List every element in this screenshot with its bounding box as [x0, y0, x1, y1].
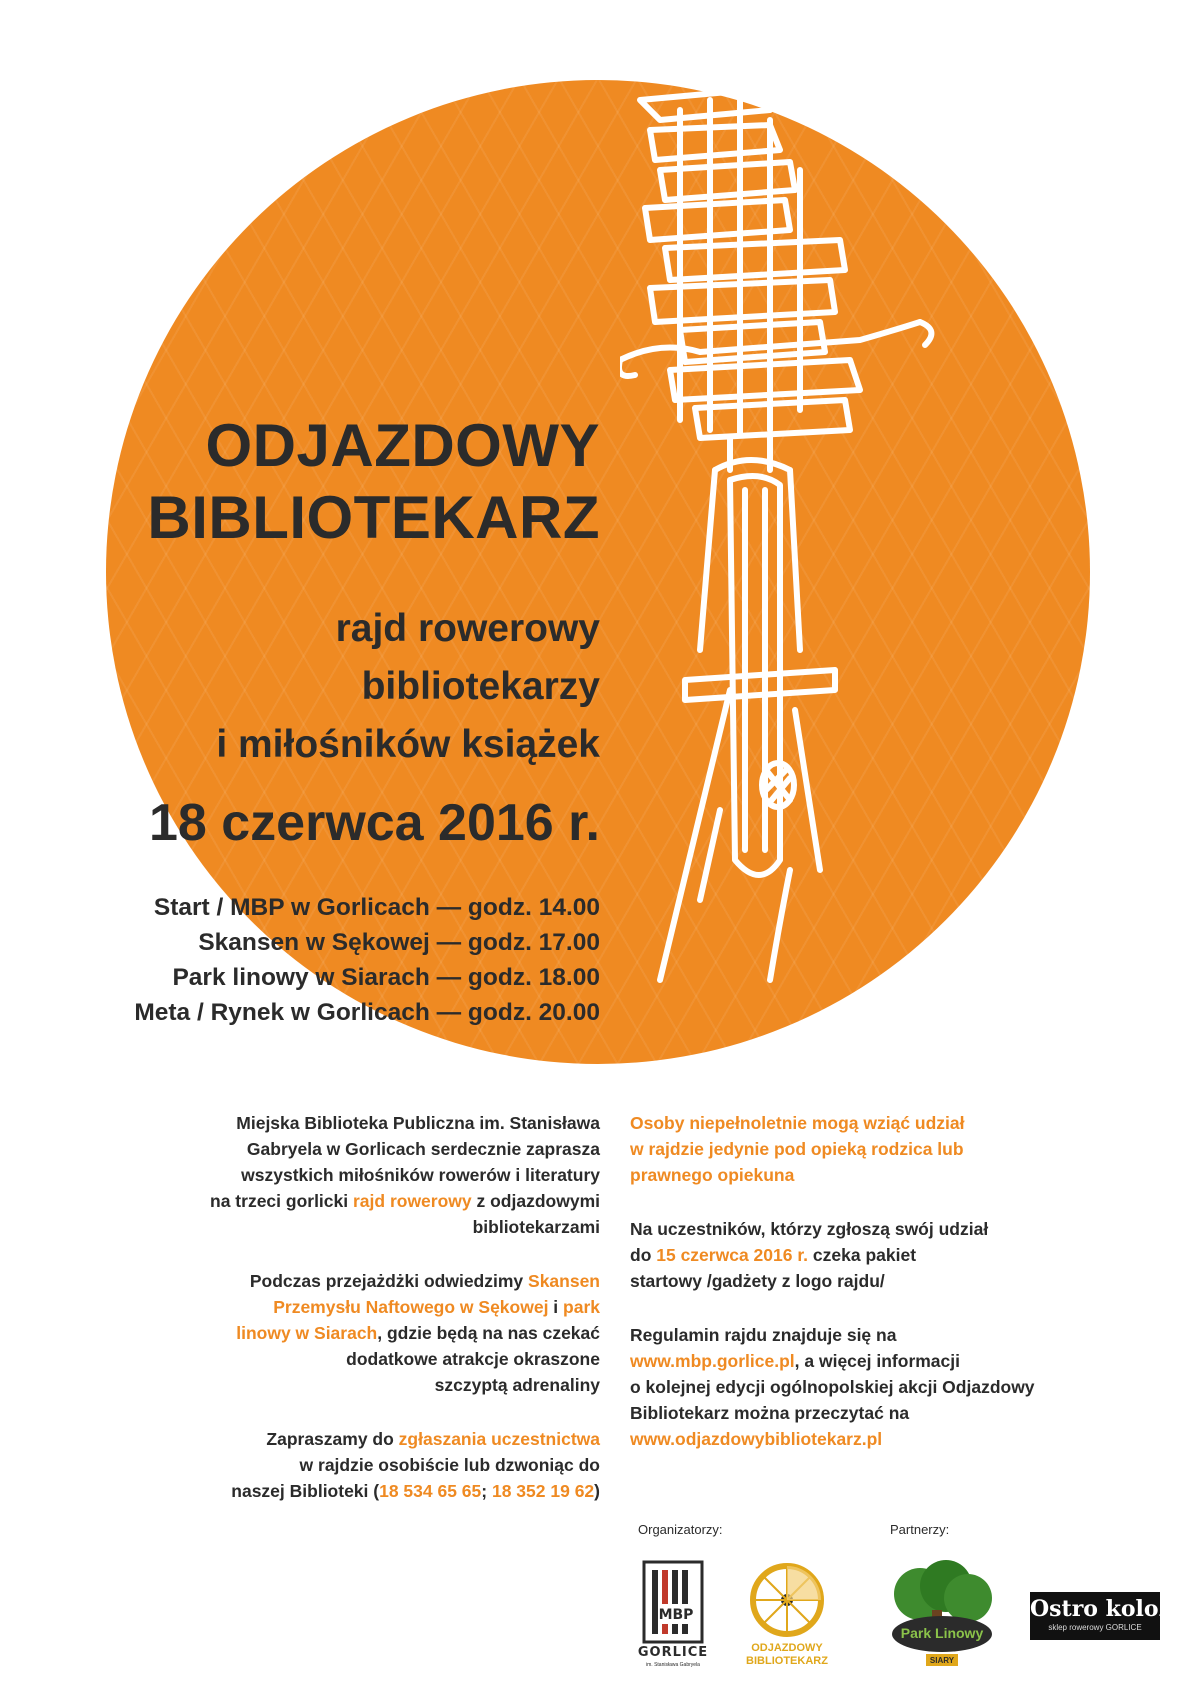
- text-segment: Podczas przejażdżki odwiedzimy: [249, 1271, 529, 1291]
- text-segment: do: [630, 1245, 657, 1265]
- event-date: 18 czerwca 2016 r.: [148, 794, 600, 852]
- text-line: Osoby niepełnoletnie mogą wziąć udział: [630, 1113, 965, 1133]
- text-segment: ): [594, 1481, 600, 1501]
- schedule-item: Park linowy w Siarach — godz. 18.00: [172, 964, 600, 991]
- text-line: szczyptą adrenaliny: [434, 1375, 600, 1395]
- text-line: o kolejnej edycji ogólnopolskiej akcji Odjazdowy: [630, 1377, 1035, 1397]
- route-paragraph: [130, 1268, 600, 1398]
- schedule-item: Skansen w Sękowej — godz. 17.00: [198, 929, 600, 956]
- text-line: Gabryela w Gorlicach serdecznie zaprasza: [246, 1139, 600, 1159]
- text-segment: naszej Biblioteki (: [231, 1481, 380, 1501]
- highlight-text: park: [563, 1297, 600, 1317]
- text-line: [130, 1320, 600, 1346]
- right-info-column: [630, 1110, 1100, 1480]
- event-title: [147, 410, 600, 554]
- text-line: [630, 1242, 1100, 1268]
- ostro-kolo-logo: [1030, 1592, 1196, 1640]
- minors-notice-paragraph: [630, 1110, 1100, 1188]
- text-line: [130, 1188, 600, 1214]
- text-segment: czeka pakiet: [808, 1245, 917, 1265]
- phone-number[interactable]: 18 352 19 62: [491, 1481, 595, 1501]
- title-line-1: ODJAZDOWY: [205, 412, 600, 479]
- event-schedule: [134, 890, 600, 1030]
- schedule-item: Meta / Rynek w Gorlicach — godz. 20.00: [134, 999, 600, 1026]
- text-line: w rajdzie osobiście lub dzwoniąc do: [299, 1455, 600, 1475]
- park-linowy-logo: [890, 1560, 994, 1670]
- subtitle-line-3: i miłośników książek: [216, 723, 600, 766]
- odjazdowy-logo-text: [740, 1642, 834, 1668]
- mbp-logo-city: GORLICE: [638, 1645, 708, 1660]
- organizers-label: Organizatorzy:: [638, 1522, 723, 1537]
- event-subtitle: [216, 600, 600, 774]
- ostro-logo-name: Ostro kolo: [1030, 1596, 1159, 1622]
- bicycle-with-books-illustration: [620, 90, 1040, 1010]
- ostro-logo-text: [1030, 1596, 1196, 1622]
- highlight-text: linowy w Siarach: [236, 1323, 378, 1343]
- park-logo-text: Park Linowy: [900, 1625, 984, 1641]
- highlight-text: Skansen: [528, 1271, 600, 1291]
- text-segment: i: [548, 1297, 564, 1317]
- mbp-gorlice-logo: [638, 1560, 708, 1670]
- text-line: [630, 1426, 1100, 1452]
- subtitle-line-1: rajd rowerowy: [335, 607, 600, 650]
- subtitle-line-2: bibliotekarzy: [361, 665, 600, 708]
- registration-paragraph: [130, 1426, 600, 1504]
- text-line: Miejska Biblioteka Publiczna im. Stanisława: [236, 1113, 600, 1133]
- odjazdowy-bibliotekarz-logo: [740, 1560, 834, 1670]
- text-line: Na uczestników, którzy zgłoszą swój udział: [630, 1219, 989, 1239]
- odj-logo-line: BIBLIOTEKARZ: [746, 1655, 828, 1667]
- ostro-logo-domain: .com.pl: [1158, 1609, 1196, 1619]
- park-logo-subtitle: SIARY: [929, 1656, 955, 1665]
- mbp-logo-text: MBP: [658, 1607, 694, 1623]
- starter-pack-paragraph: [630, 1216, 1100, 1294]
- text-segment: , gdzie będą na nas czekać: [377, 1323, 600, 1343]
- text-line: dodatkowe atrakcje okraszone: [346, 1349, 600, 1369]
- title-line-2: BIBLIOTEKARZ: [147, 484, 600, 551]
- mbp-logo-subtitle: im. Stanisława Gabryela: [646, 1662, 700, 1668]
- text-line: wszystkich miłośników rowerów i literatury: [241, 1165, 600, 1185]
- text-segment: na trzeci gorlicki: [210, 1191, 353, 1211]
- text-segment: z odjazdowymi: [471, 1191, 600, 1211]
- text-line: bibliotekarzami: [472, 1217, 600, 1237]
- text-line: startowy /gadżety z logo rajdu/: [630, 1271, 885, 1291]
- invitation-paragraph: [130, 1110, 600, 1240]
- partners-label: Partnerzy:: [890, 1522, 950, 1537]
- mbp-website-link[interactable]: www.mbp.gorlice.pl: [630, 1351, 795, 1371]
- highlight-text: zgłaszania uczestnictwa: [398, 1429, 600, 1449]
- text-line: [630, 1348, 1100, 1374]
- regulations-paragraph: [630, 1322, 1100, 1452]
- text-line: prawnego opiekuna: [630, 1165, 795, 1185]
- highlight-text: Przemysłu Naftowego w Sękowej: [273, 1297, 549, 1317]
- text-line: [130, 1426, 600, 1452]
- phone-number[interactable]: 18 534 65 65: [379, 1481, 482, 1501]
- text-line: [130, 1294, 600, 1320]
- text-line: [130, 1268, 600, 1294]
- text-segment: , a więcej informacji: [794, 1351, 961, 1371]
- text-line: Regulamin rajdu znajduje się na: [630, 1325, 897, 1345]
- schedule-item: Start / MBP w Gorlicach — godz. 14.00: [153, 894, 600, 921]
- text-line: w rajdzie jedynie pod opieką rodzica lub: [630, 1139, 964, 1159]
- left-info-column: [130, 1110, 600, 1532]
- ostro-logo-subtitle: sklep rowerowy GORLICE: [1048, 1623, 1142, 1632]
- text-segment: ;: [481, 1481, 492, 1501]
- odj-logo-line: ODJAZDOWY: [751, 1642, 823, 1654]
- highlight-text: 15 czerwca 2016 r.: [656, 1245, 809, 1265]
- odjazdowy-website-link[interactable]: www.odjazdowybibliotekarz.pl: [630, 1429, 883, 1449]
- text-line: [130, 1478, 600, 1504]
- book-wheel-icon: [740, 1560, 834, 1640]
- text-segment: Zapraszamy do: [266, 1429, 399, 1449]
- text-line: Bibliotekarz można przeczytać na: [630, 1403, 910, 1423]
- highlight-text: rajd rowerowy: [352, 1191, 472, 1211]
